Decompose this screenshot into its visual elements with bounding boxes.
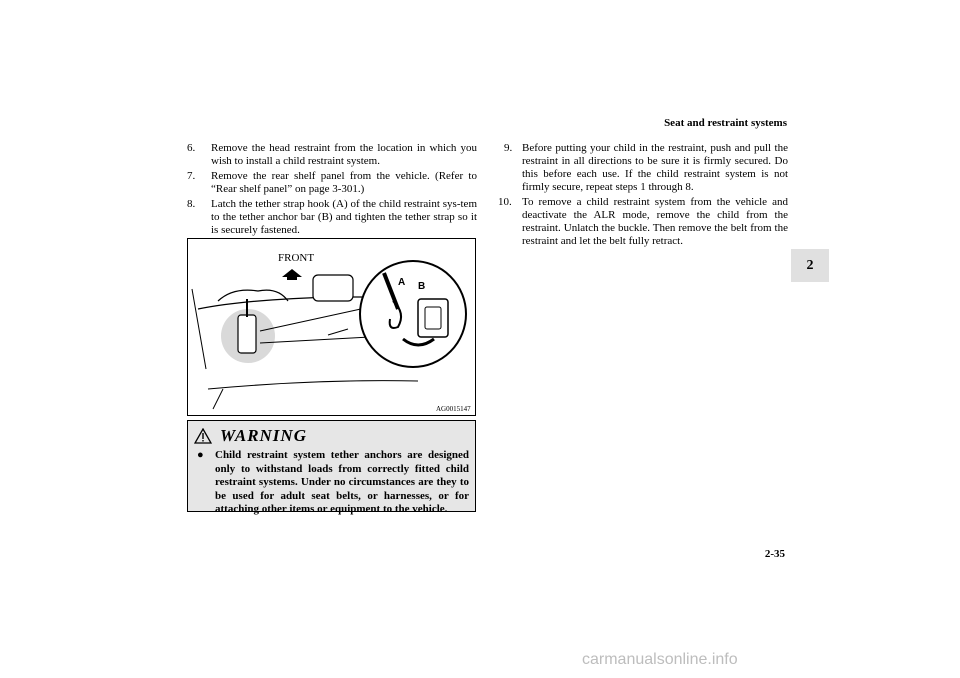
warning-item (194, 449, 469, 517)
pillar-line (192, 289, 206, 369)
step-item (498, 142, 788, 194)
label-b: B (418, 281, 426, 292)
front-arrow-stem (287, 276, 297, 280)
label-a: A (398, 277, 406, 288)
step-number: 6. (187, 142, 196, 154)
leader-line-bottom (260, 337, 370, 343)
warning-header (194, 425, 469, 447)
step-number: 10. (498, 196, 512, 208)
anchor-mark (328, 329, 348, 335)
detail-magnifier (360, 261, 466, 367)
step-item (187, 198, 477, 237)
step-text: To remove a child restraint system from the vehicle and deactivate the ALR mode, remove the child from the restraint. Unlatch the buckle. Then remove the belt from the restraint and let the belt fully retract. (522, 196, 788, 247)
step-item (187, 142, 477, 168)
floor-line (213, 389, 223, 409)
running-header: Seat and restraint systems (664, 117, 787, 129)
left-column (187, 142, 477, 239)
front-arrow-icon (282, 269, 302, 277)
step-number: 8. (187, 198, 196, 210)
right-column (498, 142, 788, 250)
watermark: carmanualsonline.info (582, 651, 738, 668)
front-label: FRONT (278, 252, 315, 264)
step-number: 9. (504, 142, 513, 154)
step-number: 7. (187, 170, 196, 182)
chapter-tab: 2 (791, 249, 829, 282)
warning-text: Child restraint system tether anchors are designed only to withstand loads from correctly fitted child restraint systems. Under no circumstances are they to be used for adult seat belts, or harnesses, or for attaching other items or equipment to the vehicle. (215, 449, 469, 515)
step-item (187, 170, 477, 196)
step-text: Remove the rear shelf panel from the vehicle. (Refer to “Rear shelf panel” on page 3-301.) (211, 170, 477, 195)
anchor-bar (418, 299, 448, 337)
warning-title: WARNING (220, 426, 307, 445)
warning-triangle-icon (194, 428, 212, 444)
illustration-svg (188, 239, 475, 415)
step-text: Latch the tether strap hook (A) of the child restraint sys-tem to the tether anchor bar (B) and tighten the tether strap so it is securely fastened. (211, 198, 477, 236)
strap-anchor (238, 315, 256, 353)
center-headrest (313, 275, 353, 301)
leader-line-top (260, 307, 370, 331)
trunk-line (208, 381, 418, 389)
figure-code: AG0015147 (436, 405, 471, 413)
page-number: 2-35 (764, 548, 785, 560)
bullet-icon: ● (197, 449, 204, 461)
step-text: Before putting your child in the restraint, push and pull the restraint in all directions to be sure it is firmly secured. Do this before each use. If the child restraint system is not firmly secure, repeat steps 1 through 8. (522, 142, 788, 193)
tether-installation-illustration (187, 238, 476, 416)
step-text: Remove the head restraint from the location in which you wish to install a child restraint system. (211, 142, 477, 167)
warning-box (187, 420, 476, 515)
step-item (498, 196, 788, 248)
